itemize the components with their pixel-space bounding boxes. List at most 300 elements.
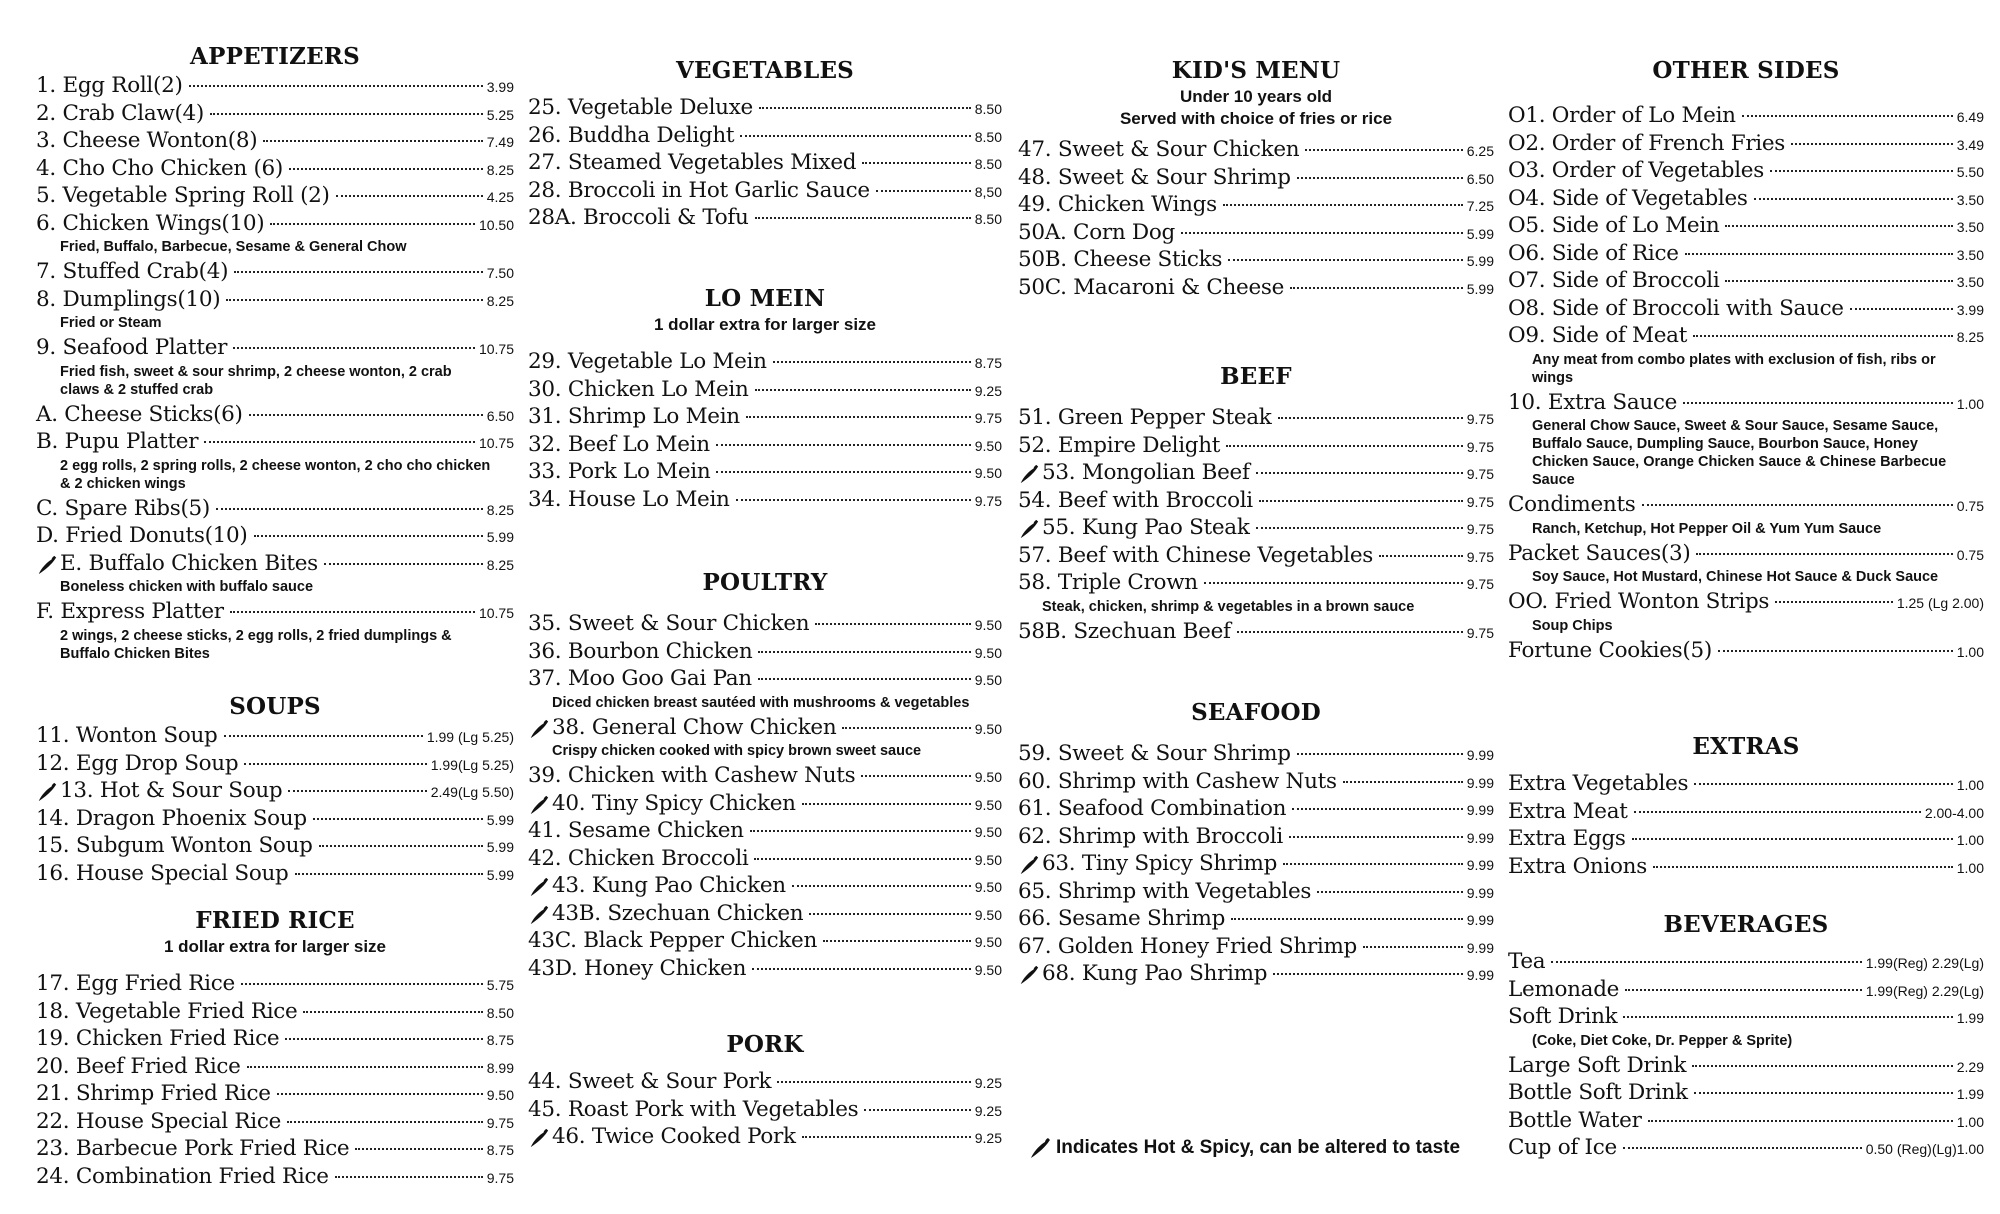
menu-item (528, 376, 1002, 404)
menu-item (1508, 491, 1984, 519)
dot-leader (802, 803, 971, 805)
menu-item (36, 777, 514, 805)
menu-item-price: 3.99 (486, 79, 514, 95)
dot-leader (1775, 601, 1893, 603)
menu-item (1508, 130, 1984, 158)
menu-item-name: Large Soft Drink (1508, 1052, 1687, 1078)
menu-item-price: 5.25 (486, 106, 514, 123)
menu-item (1018, 795, 1494, 823)
menu-item-name: 23. Barbecue Pork Fried Rice (36, 1136, 350, 1161)
menu-item-name: 25. Vegetable Deluxe (528, 95, 753, 120)
menu-item (528, 955, 1002, 983)
dot-leader (1228, 259, 1463, 261)
menu-item (36, 495, 514, 523)
menu-item (36, 805, 514, 833)
menu-item-price: 9.75 (1466, 411, 1494, 427)
menu-item-name: 47. Sweet & Sour Chicken (1018, 137, 1300, 162)
dot-leader (288, 790, 426, 792)
menu-item (36, 100, 514, 128)
menu-item-price: 9.25 (974, 1102, 1002, 1119)
dot-leader (277, 1093, 483, 1095)
menu-item-name: Extra Onions (1508, 853, 1647, 879)
dot-leader (230, 611, 475, 613)
menu-item-name: 43. Kung Pao Chicken (552, 873, 786, 898)
menu-item-name: 32. Beef Lo Mein (528, 431, 710, 457)
fried-rice-section (36, 906, 514, 1190)
dot-leader (746, 416, 971, 418)
menu-item (1508, 1134, 1984, 1162)
menu-item (1508, 588, 1984, 616)
menu-item-price: 10.75 (478, 341, 514, 357)
menu-item (1508, 322, 1984, 350)
menu-item (1508, 540, 1984, 568)
menu-item (528, 872, 1002, 900)
dot-leader (1623, 1016, 1952, 1018)
menu-item (1508, 948, 1984, 976)
kids-menu-subtitle-age: Under 10 years old (1179, 87, 1333, 106)
menu-item-price: 1.99(Reg) 2.29(Lg) (1865, 955, 1984, 971)
dot-leader (1223, 204, 1463, 206)
menu-item (528, 817, 1002, 845)
dot-leader (1694, 1092, 1953, 1094)
menu-item-price: 2.00-4.00 (1924, 804, 1984, 821)
menu-item-price: 9.75 (1466, 521, 1494, 537)
menu-item-price: 5.99 (486, 811, 514, 828)
dot-leader (224, 735, 423, 737)
dot-leader (285, 1038, 482, 1040)
menu-item-name: 58B. Szechuan Beef (1018, 618, 1231, 644)
fried-rice-title: FRIED RICE (195, 907, 355, 934)
menu-item (1018, 459, 1494, 487)
dot-leader (1289, 836, 1463, 838)
dot-leader (1283, 863, 1463, 865)
menu-item-name: A. Cheese Sticks(6) (36, 401, 243, 427)
dot-leader (750, 830, 971, 832)
menu-item (36, 1163, 514, 1191)
dot-leader (1770, 170, 1953, 172)
menu-item (1018, 933, 1494, 961)
dot-leader (210, 113, 483, 115)
menu-item (36, 1080, 514, 1108)
menu-item-price: 9.75 (486, 1114, 514, 1131)
menu-item-name: 62. Shrimp with Broccoli (1018, 823, 1283, 849)
menu-item-name: 13. Hot & Sour Soup (60, 778, 283, 803)
menu-item-name: 39. Chicken with Cashew Nuts (528, 763, 856, 788)
menu-item-price: 9.50 (974, 961, 1002, 978)
menu-item-name: 55. Kung Pao Steak (1042, 515, 1250, 540)
menu-item-price: 1.99 (1956, 1010, 1984, 1026)
menu-item-price: 8.25 (486, 161, 514, 178)
menu-item-name: 5. Vegetable Spring Roll (2) (36, 183, 330, 208)
menu-item-price: 9.50 (974, 796, 1002, 813)
dot-leader (324, 563, 483, 565)
menu-item-price: 9.75 (1466, 576, 1494, 592)
dot-leader (226, 299, 482, 301)
dot-leader (244, 763, 426, 765)
menu-item-price: 9.99 (1466, 884, 1494, 901)
menu-item-name: 67. Golden Honey Fried Shrimp (1018, 933, 1358, 959)
dot-leader (1297, 177, 1463, 179)
extras-title: EXTRAS (1692, 733, 1800, 760)
chili-pepper-icon (528, 794, 550, 816)
dot-leader (876, 190, 971, 192)
appetizers-list (36, 72, 514, 663)
menu-item-name: 54. Beef with Broccoli (1018, 487, 1253, 513)
menu-item (36, 127, 514, 155)
dot-leader (1648, 1120, 1953, 1122)
menu-item-name: 1. Egg Roll(2) (36, 73, 183, 98)
menu-item-price: 9.99 (1466, 912, 1494, 928)
menu-item-name: O8. Side of Broccoli with Sauce (1508, 295, 1844, 321)
menu-item-name: E. Buffalo Chicken Bites (60, 550, 318, 576)
menu-item-price: 1.99(Lg 5.25) (430, 756, 514, 773)
menu-item-name: 3. Cheese Wonton(8) (36, 128, 258, 153)
dot-leader (1363, 946, 1463, 948)
dot-leader (809, 913, 970, 915)
dot-leader (287, 1121, 483, 1123)
menu-item-description: 2 wings, 2 cheese sticks, 2 egg rolls, 2 fried dumplings & Buffalo Chicken Bites (60, 627, 452, 662)
menu-item-name: 9. Seafood Platter (36, 335, 228, 360)
chili-pepper-icon (528, 718, 550, 740)
menu-item (1018, 164, 1494, 192)
menu-item-price: 1.00 (1956, 832, 1984, 848)
menu-item (1018, 274, 1494, 302)
menu-item-name: O4. Side of Vegetables (1508, 185, 1748, 211)
menu-item-price: 9.99 (1466, 939, 1494, 956)
menu-item-price: 5.99 (1466, 225, 1494, 242)
menu-item-name: 26. Buddha Delight (528, 122, 735, 148)
other-sides-title: OTHER SIDES (1652, 57, 1840, 84)
menu-item-name: O6. Side of Rice (1508, 240, 1679, 266)
dot-leader (336, 195, 483, 197)
menu-item-name: 42. Chicken Broccoli (528, 845, 749, 871)
menu-item-name: 45. Roast Pork with Vegetables (528, 1096, 859, 1122)
menu-item-name: 38. General Chow Chicken (552, 714, 837, 740)
menu-item (1018, 618, 1494, 646)
menu-item-price: 9.50 (974, 934, 1002, 950)
menu-item (1018, 219, 1494, 247)
other-sides-section (1508, 56, 1984, 664)
menu-item-price: 9.25 (974, 1130, 1002, 1146)
menu-item (1508, 1003, 1984, 1031)
dot-leader (1642, 504, 1953, 506)
dot-leader (1850, 308, 1953, 310)
dot-leader (752, 968, 971, 970)
menu-item-name: O2. Order of French Fries (1508, 130, 1786, 156)
dot-leader (1379, 555, 1463, 557)
menu-item-price: 9.50 (974, 824, 1002, 840)
menu-item (1018, 487, 1494, 515)
menu-item-name: O3. Order of Vegetables (1508, 158, 1764, 183)
menu-item-name: Cup of Ice (1508, 1135, 1617, 1160)
dot-leader (1256, 527, 1463, 529)
menu-item-name: 66. Sesame Shrimp (1018, 906, 1226, 931)
menu-item-price: 9.50 (974, 879, 1002, 895)
menu-item-price: 3.50 (1956, 274, 1984, 290)
dot-leader (1226, 445, 1463, 447)
menu-item-price: 9.75 (1466, 466, 1494, 482)
chili-pepper-icon (528, 1127, 550, 1149)
vegetables-section (528, 56, 1002, 232)
dot-leader (759, 107, 971, 109)
menu-item (1508, 295, 1984, 323)
menu-item-name: 27. Steamed Vegetables Mixed (528, 150, 857, 175)
dot-leader (1551, 961, 1861, 963)
menu-item-name: 12. Egg Drop Soup (36, 750, 239, 776)
menu-item (528, 638, 1002, 666)
dot-leader (1742, 115, 1953, 117)
menu-item-name: Packet Sauces(3) (1508, 540, 1691, 566)
menu-item-price: 6.50 (486, 407, 514, 424)
menu-item-name: 21. Shrimp Fried Rice (36, 1081, 271, 1106)
menu-item (1508, 157, 1984, 185)
menu-item (36, 998, 514, 1026)
menu-item (1018, 569, 1494, 597)
menu-item-name: O7. Side of Broccoli (1508, 268, 1720, 293)
dot-leader (233, 347, 475, 349)
menu-item-name: 44. Sweet & Sour Pork (528, 1069, 772, 1094)
menu-item-price: 3.50 (1956, 219, 1984, 235)
poultry-section (528, 568, 1002, 982)
menu-item (1508, 853, 1984, 881)
menu-item-price: 9.99 (1466, 857, 1494, 873)
menu-item (1508, 1052, 1984, 1080)
menu-item-name: 22. House Special Rice (36, 1108, 282, 1134)
dot-leader (755, 389, 971, 391)
menu-item (528, 1123, 1002, 1151)
menu-item-name: 17. Egg Fried Rice (36, 971, 235, 996)
menu-item-price: 9.99 (1466, 802, 1494, 818)
menu-item-name: 16. House Special Soup (36, 860, 289, 886)
dot-leader (861, 775, 970, 777)
menu-item-name: 59. Sweet & Sour Shrimp (1018, 741, 1291, 766)
menu-item-name: Fortune Cookies(5) (1508, 637, 1712, 663)
menu-item-name: 28A. Broccoli & Tofu (528, 205, 749, 230)
menu-item-price: 1.25 (Lg 2.00) (1896, 595, 1984, 611)
dot-leader (234, 271, 483, 273)
menu-item (36, 1053, 514, 1081)
dot-leader (295, 873, 483, 875)
appetizers-title: APPETIZERS (190, 43, 360, 70)
menu-item-price: 7.49 (486, 134, 514, 150)
menu-item-name: B. Pupu Platter (36, 429, 199, 454)
menu-item-price: 10.50 (478, 216, 514, 233)
dot-leader (1692, 1065, 1952, 1067)
menu-item-name: 43B. Szechuan Chicken (552, 900, 804, 926)
beverages-section (1508, 910, 1984, 1162)
menu-item-price: 9.50 (974, 906, 1002, 923)
menu-item-price: 10.75 (478, 435, 514, 451)
extras-section (1508, 732, 1984, 880)
menu-item (1508, 240, 1984, 268)
soups-section (36, 692, 514, 887)
dot-leader (1256, 472, 1463, 474)
menu-item-name: Bottle Soft Drink (1508, 1080, 1688, 1105)
dot-leader (1653, 866, 1953, 868)
menu-item-price: 9.50 (974, 617, 1002, 633)
menu-item (1508, 770, 1984, 798)
dot-leader (1685, 253, 1953, 255)
dot-leader (1683, 402, 1953, 404)
menu-item (1018, 191, 1494, 219)
menu-item-price: 9.50 (974, 672, 1002, 688)
menu-item-price: 1.99 (1956, 1086, 1984, 1102)
menu-item (1018, 136, 1494, 164)
menu-item-price: 9.50 (974, 720, 1002, 737)
menu-item-price: 0.75 (1956, 498, 1984, 514)
menu-item-price: 8.75 (486, 1142, 514, 1158)
menu-item-description: 2 egg rolls, 2 spring rolls, 2 cheese wonton, 2 cho cho chicken & 2 chicken wings (60, 457, 491, 492)
menu-item-name: Extra Meat (1508, 798, 1628, 824)
pork-section (528, 1030, 1002, 1151)
menu-item-price: 2.49(Lg 5.50) (430, 784, 514, 800)
dot-leader (802, 1136, 971, 1138)
menu-item-name: 53. Mongolian Beef (1042, 460, 1250, 485)
dot-leader (1694, 783, 1953, 785)
dot-leader (1231, 918, 1463, 920)
menu-item (1018, 878, 1494, 906)
menu-item-price: 9.25 (974, 382, 1002, 399)
menu-item-price: 6.25 (1466, 143, 1494, 159)
menu-item-price: 8.50 (974, 128, 1002, 145)
dot-leader (736, 499, 971, 501)
menu-item-name: 50C. Macaroni & Cheese (1018, 274, 1285, 300)
menu-item (36, 428, 514, 456)
dot-leader (815, 623, 970, 625)
menu-item-price: 8.50 (486, 1004, 514, 1021)
menu-item-price: 6.50 (1466, 170, 1494, 187)
menu-item-name: 63. Tiny Spicy Shrimp (1042, 851, 1278, 876)
vegetables-list (528, 94, 1002, 232)
menu-item (36, 722, 514, 750)
dot-leader (1292, 808, 1463, 810)
menu-item (1018, 960, 1494, 988)
dot-leader (355, 1148, 482, 1150)
menu-item-price: 3.50 (1956, 191, 1984, 208)
menu-item-name: 2. Crab Claw(4) (36, 100, 204, 126)
menu-item (1508, 825, 1984, 853)
menu-item (36, 832, 514, 860)
menu-item-name: 7. Stuffed Crab(4) (36, 259, 229, 284)
menu-item-name: O5. Side of Lo Mein (1508, 213, 1720, 238)
menu-item-name: 50A. Corn Dog (1018, 219, 1175, 245)
dot-leader (1290, 287, 1463, 289)
menu-item-price: 7.50 (486, 265, 514, 281)
beverages-title: BEVERAGES (1663, 911, 1829, 938)
menu-item (1018, 740, 1494, 768)
menu-item-price: 8,50 (974, 183, 1002, 200)
dot-leader (716, 471, 970, 473)
spicy-legend (1028, 1136, 1460, 1160)
menu-item-price: 5.99 (486, 529, 514, 545)
dot-leader (247, 1066, 483, 1068)
menu-item-name: 6. Chicken Wings(10) (36, 210, 265, 236)
menu-item-name: 29. Vegetable Lo Mein (528, 349, 767, 374)
chili-pepper-icon (1018, 463, 1040, 485)
dot-leader (270, 223, 475, 225)
menu-item (1018, 432, 1494, 460)
menu-item-description: Soy Sauce, Hot Mustard, Chinese Hot Sauce & Duck Sauce (1532, 569, 1939, 585)
menu-item-name: 15. Subgum Wonton Soup (36, 833, 313, 858)
menu-item-name: O1. Order of Lo Mein (1508, 103, 1736, 128)
menu-item-name: F. Express Platter (36, 599, 224, 624)
menu-item (528, 790, 1002, 818)
dot-leader (740, 135, 970, 137)
menu-item-price: 1.00 (1956, 777, 1984, 793)
menu-item (1018, 514, 1494, 542)
dot-leader (1317, 891, 1463, 893)
menu-item-name: 58. Triple Crown (1018, 570, 1198, 595)
menu-item-price: 9.25 (974, 1075, 1002, 1091)
menu-item-price: 1.99(Reg) 2.29(Lg) (1865, 982, 1984, 999)
menu-item-name: 30. Chicken Lo Mein (528, 376, 749, 402)
menu-item-name: 65. Shrimp with Vegetables (1018, 878, 1312, 904)
menu-item-price: 1.00 (1956, 1113, 1984, 1130)
dot-leader (241, 983, 483, 985)
lo-mein-title: LO MEIN (704, 285, 826, 312)
menu-item-name: Tea (1508, 949, 1546, 974)
menu-item-name: 36. Bourbon Chicken (528, 638, 753, 664)
menu-item-name: Lemonade (1508, 976, 1620, 1002)
menu-item (1508, 267, 1984, 295)
dot-leader (1718, 650, 1953, 652)
poultry-list (528, 610, 1002, 982)
dot-leader (1273, 973, 1463, 975)
dot-leader (754, 858, 970, 860)
menu-item-description: Boneless chicken with buffalo sauce (60, 579, 314, 595)
menu-item (528, 610, 1002, 638)
kids-menu-section (1018, 56, 1494, 301)
menu-item-name: 50B. Cheese Sticks (1018, 247, 1223, 272)
menu-item-name: 51. Green Pepper Steak (1018, 405, 1272, 430)
dot-leader (1725, 280, 1952, 282)
menu-item-price: 6.49 (1956, 109, 1984, 125)
menu-item-price: 9.99 (1466, 747, 1494, 763)
pork-title: PORK (726, 1031, 804, 1058)
menu-item-price: 8.99 (486, 1059, 514, 1076)
menu-item-price: 9.50 (974, 769, 1002, 785)
menu-item-price: 1.00 (1956, 859, 1984, 876)
dot-leader (1623, 1147, 1862, 1149)
dot-leader (254, 535, 483, 537)
spicy-legend-text: Indicates Hot & Spicy, can be altered to taste (1056, 1137, 1461, 1158)
menu-item (1018, 246, 1494, 274)
menu-item (1018, 768, 1494, 796)
dot-leader (1725, 225, 1952, 227)
menu-item-description: (Coke, Diet Coke, Dr. Pepper & Sprite) (1532, 1032, 1793, 1049)
dot-leader (1204, 582, 1463, 584)
menu-item-name: C. Spare Ribs(5) (36, 495, 211, 521)
menu-item-price: 8.50 (974, 101, 1002, 117)
dot-leader (864, 1109, 970, 1111)
menu-item-name: 43C. Black Pepper Chicken (528, 928, 818, 953)
menu-item (1508, 637, 1984, 665)
dot-leader (842, 727, 970, 729)
dot-leader (1305, 149, 1462, 151)
dot-leader (1791, 143, 1953, 145)
dot-leader (1625, 989, 1862, 991)
soups-list (36, 722, 514, 887)
menu-item-price: 9.99 (1466, 829, 1494, 846)
beverages-list (1508, 948, 1984, 1162)
menu-item-name: 37. Moo Goo Gai Pan (528, 666, 752, 691)
lo-mein-list (528, 348, 1002, 513)
menu-item (1018, 542, 1494, 570)
menu-item-name: 68. Kung Pao Shrimp (1042, 961, 1268, 986)
dot-leader (773, 361, 971, 363)
dot-leader (1634, 811, 1921, 813)
beef-section (1018, 362, 1494, 645)
